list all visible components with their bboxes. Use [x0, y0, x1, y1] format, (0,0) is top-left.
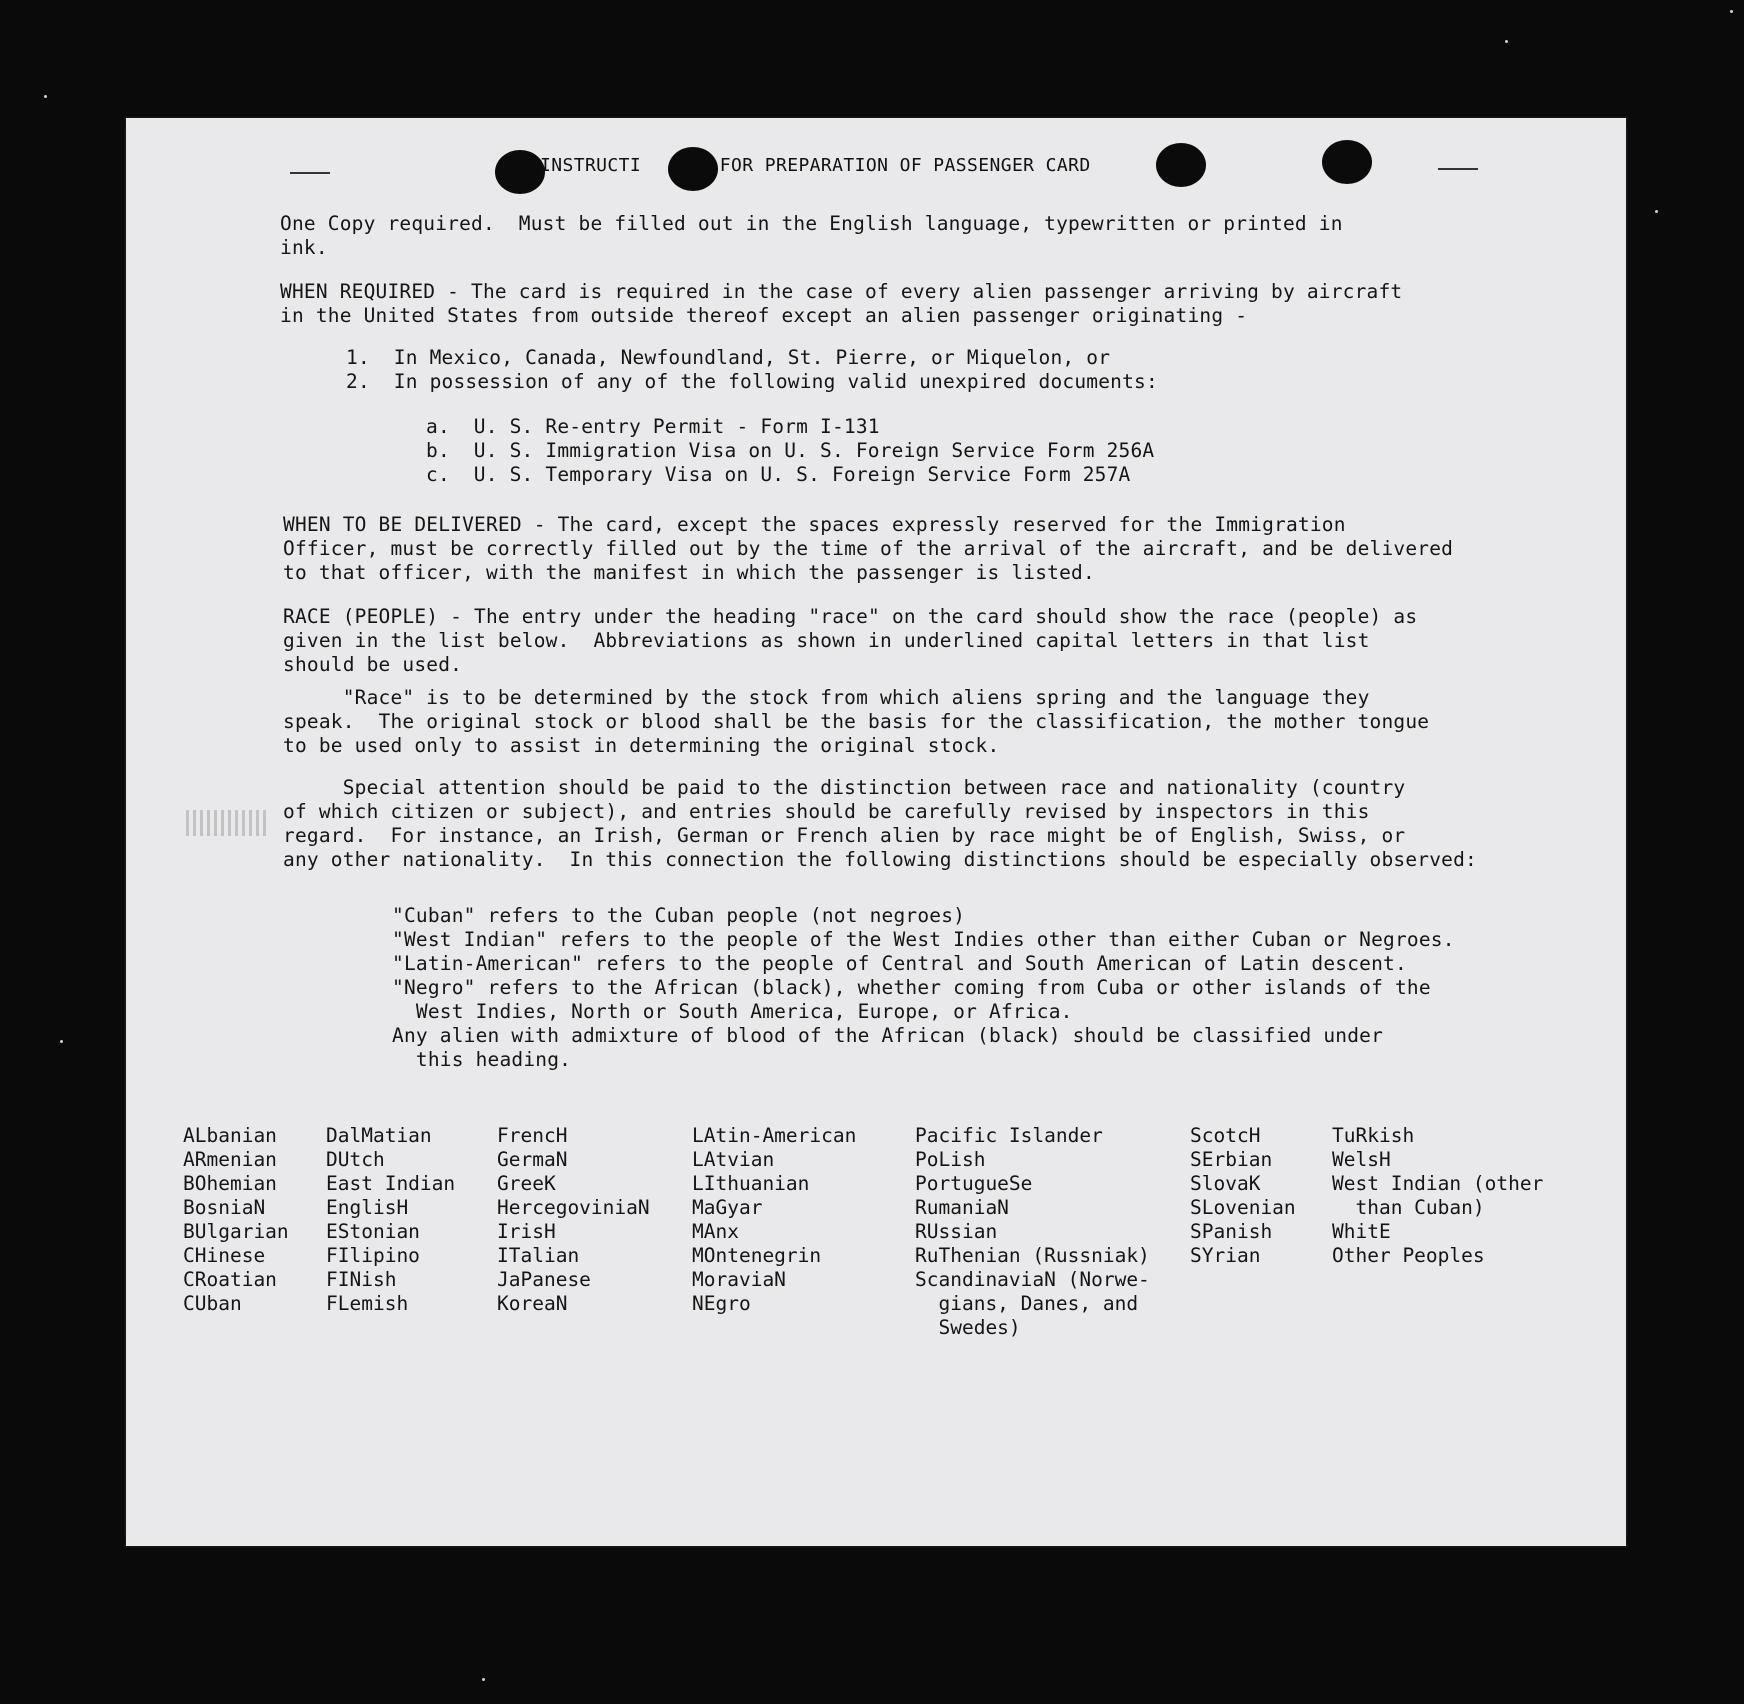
- race-list-column: [497, 1124, 650, 1316]
- race-list-column: [1190, 1124, 1296, 1268]
- race-entry: MoraviaN: [692, 1268, 786, 1291]
- race-entry: SLovenian: [1190, 1196, 1296, 1219]
- race-list-column: [183, 1124, 289, 1316]
- race-entry: West Indian (other: [1332, 1172, 1544, 1195]
- race-entry: Other Peoples: [1332, 1244, 1485, 1267]
- race-entry: ARmenian: [183, 1148, 277, 1171]
- punch-hole: [1156, 143, 1206, 187]
- race-entry: ALbanian: [183, 1124, 277, 1147]
- race-entry: WelsH: [1332, 1148, 1391, 1171]
- margin-tick: [290, 172, 330, 174]
- race-entry: BosniaN: [183, 1196, 266, 1219]
- race-entry: RumaniaN: [915, 1196, 1009, 1219]
- race-entry: gians, Danes, and: [915, 1292, 1139, 1315]
- race-entry: MAnx: [692, 1220, 739, 1243]
- scan-speck: [1655, 210, 1658, 213]
- race-entry: LAtin-American: [692, 1124, 857, 1147]
- race-entry: GermaN: [497, 1148, 568, 1171]
- race-entry: SlovaK: [1190, 1172, 1261, 1195]
- race-entry: East Indian: [326, 1172, 456, 1195]
- race-entry: KoreaN: [497, 1292, 568, 1315]
- race-entry: RuThenian (Russniak): [915, 1244, 1150, 1267]
- page-title: INSTRUCTI FOR PREPARATION OF PASSENGER CARD: [540, 155, 1091, 176]
- race-entry: JaPanese: [497, 1268, 591, 1291]
- race-entry: WhitE: [1332, 1220, 1391, 1243]
- race-entry: TuRkish: [1332, 1124, 1415, 1147]
- documents-list: a. U. S. Re-entry Permit - Form I-131 b. U. S. Immigration Visa on U. S. Foreign Service Form 256A c. U. S. Temporary Visa on U. S. Foreign Service Form 257A: [426, 415, 1155, 486]
- race-entry: than Cuban): [1332, 1196, 1485, 1219]
- race-entry: Swedes): [915, 1316, 1021, 1339]
- race-paragraph: RACE (PEOPLE) - The entry under the heading "race" on the card should show the race (people) as given in the list below. Abbreviations as shown in underlined capital letters in that list should be used.: [283, 605, 1418, 676]
- race-list-column: [915, 1124, 1150, 1340]
- intro-paragraph: One Copy required. Must be filled out in the English language, typewritten or printed in ink.: [280, 212, 1343, 259]
- race-definition-paragraph: "Race" is to be determined by the stock from which aliens spring and the language they speak. The original stock or blood shall be the basis for the classification, the mother tongue to be used only to assist in determining the original stock.: [283, 686, 1430, 757]
- when-delivered-paragraph: WHEN TO BE DELIVERED - The card, except the spaces expressly reserved for the Immigration Officer, must be correctly filled out by the time of the arrival of the aircraft, and be delivered to that officer, with the manifest in which the passenger is listed.: [283, 513, 1454, 584]
- race-entry: SYrian: [1190, 1244, 1261, 1267]
- race-entry: EStonian: [326, 1220, 420, 1243]
- race-entry: DUtch: [326, 1148, 385, 1171]
- race-entry: PoLish: [915, 1148, 986, 1171]
- instruction-sheet: [126, 118, 1626, 1546]
- race-entry: IrisH: [497, 1220, 556, 1243]
- punch-hole: [495, 150, 545, 194]
- race-entry: DalMatian: [326, 1124, 432, 1147]
- scan-speck: [1730, 10, 1733, 13]
- race-entry: EnglisH: [326, 1196, 409, 1219]
- scan-speck: [44, 95, 47, 98]
- race-entry: NEgro: [692, 1292, 751, 1315]
- race-list-column: [326, 1124, 455, 1316]
- race-entry: BOhemian: [183, 1172, 277, 1195]
- race-entry: RUssian: [915, 1220, 998, 1243]
- race-entry: MOntenegrin: [692, 1244, 822, 1267]
- race-entry: GreeK: [497, 1172, 556, 1195]
- race-entry: CRoatian: [183, 1268, 277, 1291]
- when-required-paragraph: WHEN REQUIRED - The card is required in the case of every alien passenger arriving by aircraft in the United States from outside thereof except an alien passenger originating -: [280, 280, 1403, 327]
- race-entry: CUban: [183, 1292, 242, 1315]
- race-entry: MaGyar: [692, 1196, 763, 1219]
- race-entry: LAtvian: [692, 1148, 775, 1171]
- race-entry: PortugueSe: [915, 1172, 1033, 1195]
- race-entry: FrencH: [497, 1124, 568, 1147]
- race-entry: HercegoviniaN: [497, 1196, 650, 1219]
- distinctions-list: "Cuban" refers to the Cuban people (not negroes) "West Indian" refers to the people of the West Indies other than either Cuban or Negroes. "Latin-American" refers to the people of Central and South American of Latin descent. "Negro" refers to the African (black), whether coming from Cuba or other islands of the West Indies, North or South America, Europe, or Africa. Any alien with admixture of blood of the African (black) should be classified under this heading.: [392, 904, 1455, 1071]
- special-attention-paragraph: Special attention should be paid to the distinction between race and nationality (country of which citizen or subject), and entries should be carefully revised by inspectors in this regard. For instance, an Irish, German or French alien by race might be of English, Swiss, or any other nationality. In this connection the following distinctions should be especially observed:: [283, 776, 1477, 871]
- race-entry: FLemish: [326, 1292, 409, 1315]
- race-entry: ITalian: [497, 1244, 580, 1267]
- race-entry: SPanish: [1190, 1220, 1273, 1243]
- scan-speck: [60, 1040, 63, 1043]
- race-list-column: [692, 1124, 856, 1316]
- exceptions-list: 1. In Mexico, Canada, Newfoundland, St. Pierre, or Miquelon, or 2. In possession of any of the following valid unexpired documents:: [346, 346, 1158, 393]
- race-entry: BUlgarian: [183, 1220, 289, 1243]
- race-entry: FINish: [326, 1268, 397, 1291]
- race-list-column: [1332, 1124, 1543, 1268]
- race-entry: ScotcH: [1190, 1124, 1261, 1147]
- ink-blot: [186, 810, 266, 836]
- margin-tick: [1438, 168, 1478, 170]
- scan-speck: [482, 1678, 485, 1681]
- scan-speck: [1505, 40, 1508, 43]
- race-entry: Pacific Islander: [915, 1124, 1103, 1147]
- race-entry: SErbian: [1190, 1148, 1273, 1171]
- race-entry: ScandinaviaN (Norwe-: [915, 1268, 1150, 1291]
- punch-hole: [1322, 140, 1372, 184]
- race-entry: CHinese: [183, 1244, 266, 1267]
- race-entry: LIthuanian: [692, 1172, 810, 1195]
- race-entry: FIlipino: [326, 1244, 420, 1267]
